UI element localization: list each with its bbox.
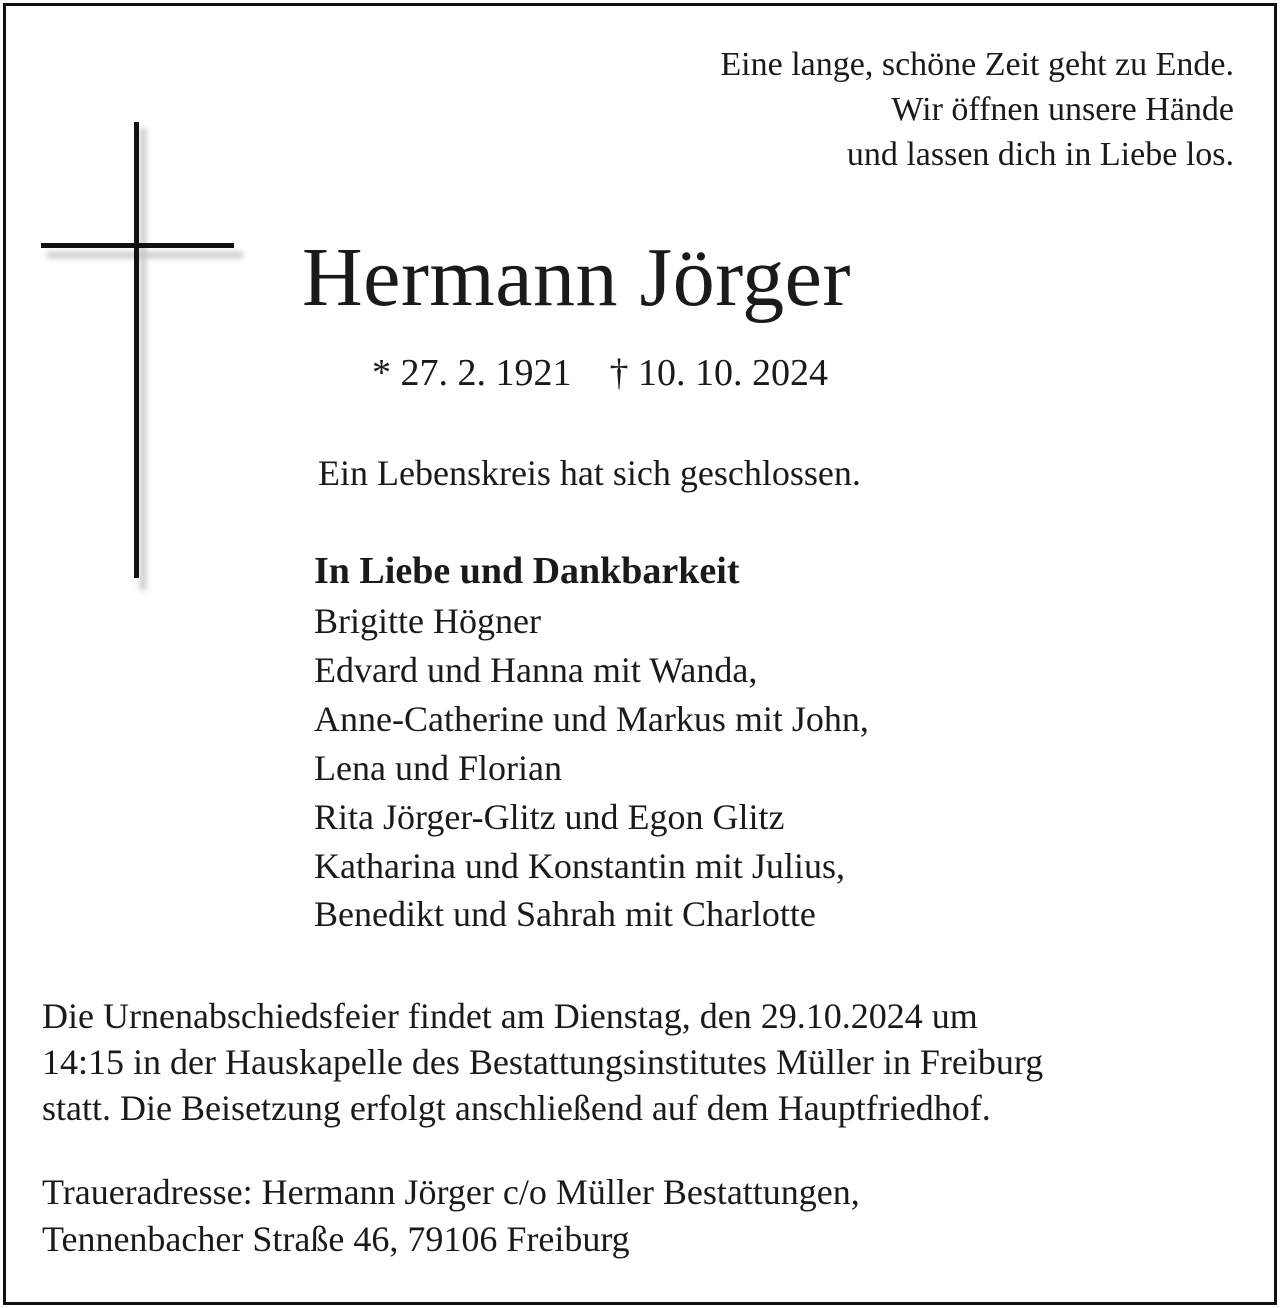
mourner-line: Lena und Florian xyxy=(314,747,562,788)
death-date: † 10. 10. 2024 xyxy=(609,352,828,394)
address-line: Tennenbacher Straße 46, 79106 Freiburg xyxy=(42,1219,630,1259)
mourner-line: Katharina und Konstantin mit Julius, xyxy=(314,845,845,886)
birth-date: * 27. 2. 1921 xyxy=(372,352,572,394)
motto-verse xyxy=(720,42,1234,177)
ceremony-info xyxy=(42,993,1043,1131)
mourners-list xyxy=(314,597,869,939)
mourner-line: Anne-Catherine und Markus mit John, xyxy=(314,698,869,739)
mourners-heading: In Liebe und Dankbarkeit xyxy=(314,550,740,592)
cross-icon xyxy=(38,120,268,600)
mourners-block xyxy=(314,545,869,939)
motto-line: und lassen dich in Liebe los. xyxy=(846,136,1234,173)
mourning-address xyxy=(42,1169,860,1263)
life-dates xyxy=(372,348,828,398)
motto-line: Wir öffnen unsere Hände xyxy=(891,91,1234,128)
motto-line: Eine lange, schöne Zeit geht zu Ende. xyxy=(720,46,1234,83)
mourner-line: Rita Jörger-Glitz und Egon Glitz xyxy=(314,796,785,837)
mourner-line: Brigitte Högner xyxy=(314,601,541,641)
ceremony-line: Die Urnenabschiedsfeier findet am Dienstag, den 29.10.2024 um xyxy=(42,996,978,1036)
saying: Ein Lebenskreis hat sich geschlossen. xyxy=(318,453,861,493)
mourner-line: Edvard und Hanna mit Wanda, xyxy=(314,649,758,690)
deceased-name: Hermann Jörger xyxy=(302,231,851,324)
mourner-line: Benedikt und Sahrah mit Charlotte xyxy=(314,894,816,935)
ceremony-line: 14:15 in der Hauskapelle des Bestattungsinstitutes Müller in Freiburg xyxy=(42,1042,1044,1082)
ceremony-line: statt. Die Beisetzung erfolgt anschließend auf dem Hauptfriedhof. xyxy=(42,1088,991,1128)
address-line: Traueradresse: Hermann Jörger c/o Müller Bestattungen, xyxy=(42,1172,860,1212)
